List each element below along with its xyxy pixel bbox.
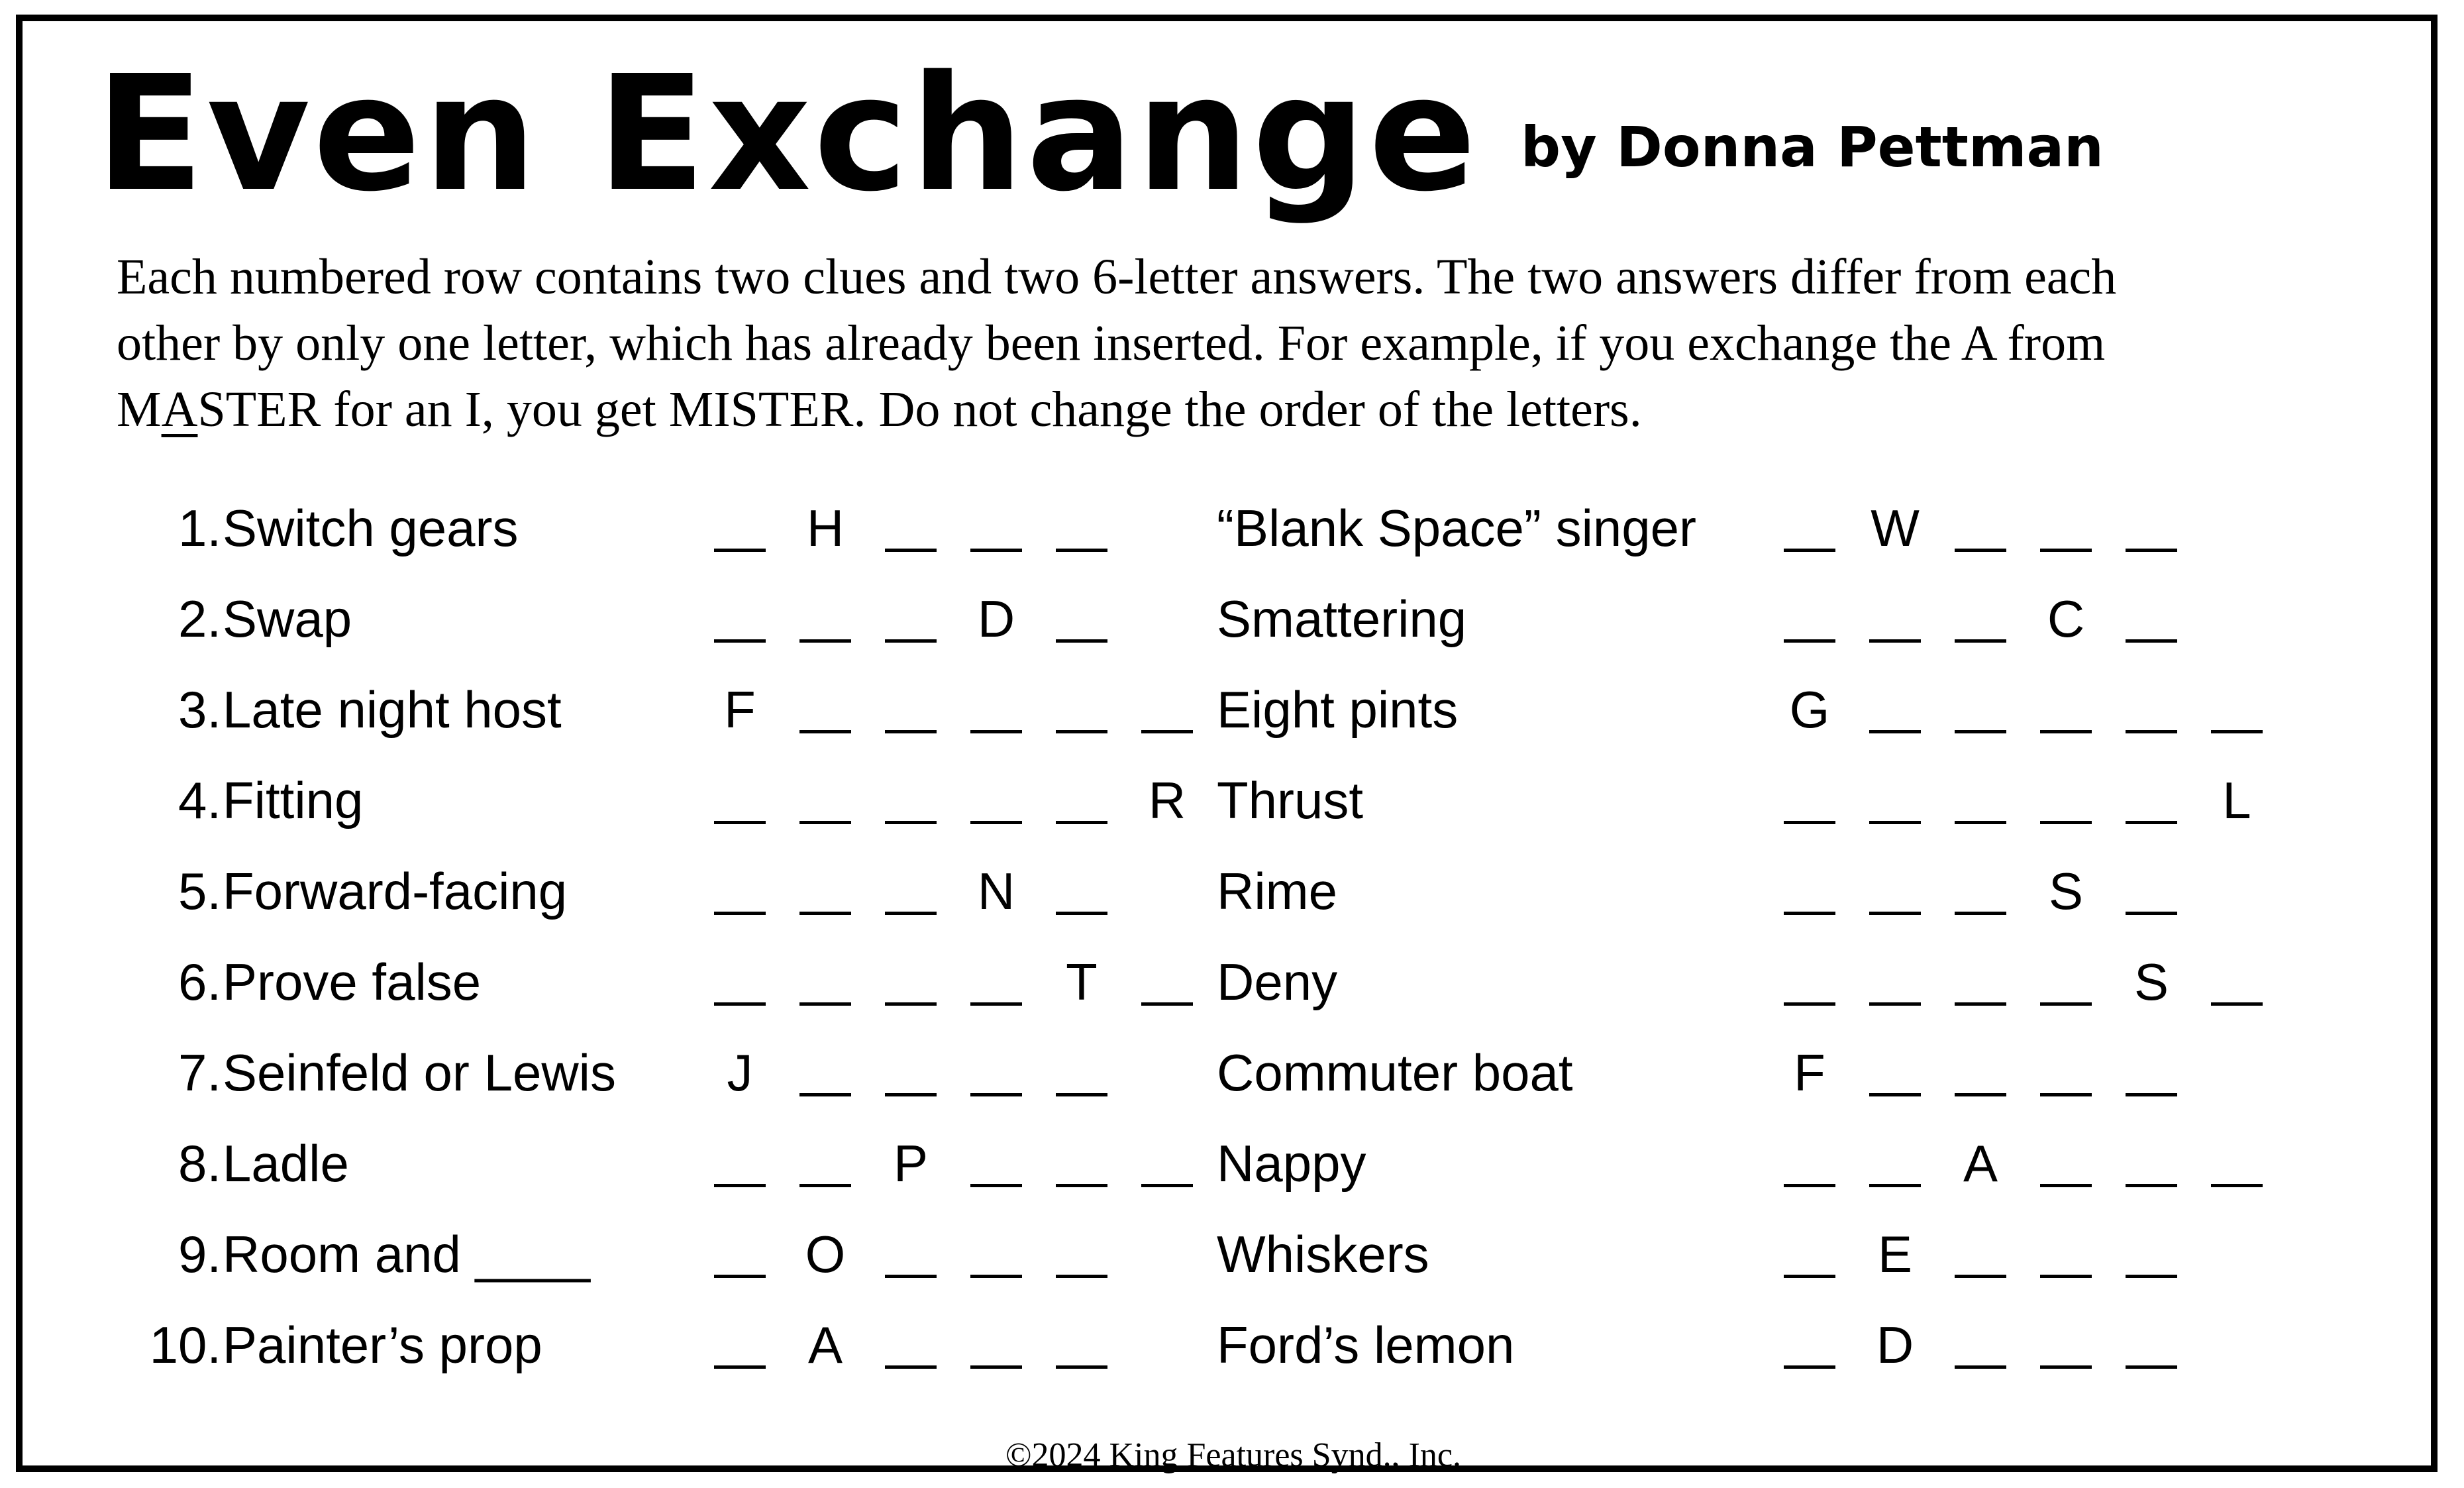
given-letter-right: W: [1871, 499, 1920, 557]
answer-blank-left[interactable]: [711, 1221, 768, 1287]
given-letter-right: D: [1876, 1316, 1914, 1374]
copyright-notice: ©2024 King Features Synd., Inc.: [1005, 1436, 1461, 1474]
answer-blank-right[interactable]: [2123, 1039, 2180, 1106]
author-byline: by Donna Pettman: [1521, 115, 2104, 180]
clue-left: Ladle: [223, 1134, 349, 1193]
clue-right: Nappy: [1217, 1134, 1366, 1193]
clue-left: Room and ____: [223, 1225, 591, 1283]
row-number: 1.: [178, 499, 221, 557]
answer-blank-right[interactable]: [1781, 767, 1838, 833]
clue-right: Rime: [1217, 862, 1338, 920]
given-letter-left: F: [724, 680, 756, 739]
clue-right: Smattering: [1217, 590, 1467, 648]
row-number: 4.: [178, 771, 221, 829]
answer-blank-left[interactable]: [1053, 1130, 1110, 1196]
answer-blank-left[interactable]: [968, 1130, 1025, 1196]
answer-blank-left[interactable]: [968, 1221, 1025, 1287]
answer-blank-left[interactable]: [1053, 1312, 1110, 1378]
instructions-line-3-start: M: [117, 382, 162, 437]
answer-blank-left[interactable]: [711, 1130, 768, 1196]
answer-blank-right[interactable]: [1867, 767, 1924, 833]
answer-blank-left[interactable]: [882, 949, 939, 1015]
answer-blank-right[interactable]: [2123, 767, 2180, 833]
clue-left: Painter’s prop: [223, 1316, 542, 1374]
given-letter-left: R: [1148, 771, 1186, 829]
answer-blank-right[interactable]: [2123, 1130, 2180, 1196]
answer-blank-right[interactable]: [1952, 676, 2009, 743]
clue-left: Late night host: [223, 680, 562, 739]
row-number: 6.: [178, 953, 221, 1011]
answer-blank-left[interactable]: [797, 858, 854, 924]
answer-blank-right[interactable]: [1781, 1221, 1838, 1287]
answer-blank-right[interactable]: [1781, 1130, 1838, 1196]
answer-blank-left[interactable]: [1053, 586, 1110, 652]
answer-blank-right[interactable]: [2037, 1312, 2094, 1378]
answer-blank-right[interactable]: [2123, 495, 2180, 561]
clue-right: Ford’s lemon: [1217, 1316, 1515, 1374]
row-number: 10.: [149, 1316, 221, 1374]
answer-blank-right[interactable]: [1867, 949, 1924, 1015]
answer-blank-left[interactable]: [882, 858, 939, 924]
answer-blank-right[interactable]: [1952, 767, 2009, 833]
answer-blank-left[interactable]: [797, 1130, 854, 1196]
answer-blank-left[interactable]: [711, 586, 768, 652]
answer-blank-left[interactable]: [968, 949, 1025, 1015]
answer-blank-right[interactable]: [2208, 676, 2265, 743]
clue-right: “Blank Space” singer: [1217, 499, 1697, 557]
answer-blank-right[interactable]: [1952, 1039, 2009, 1106]
answer-blank-right[interactable]: [1867, 1039, 1924, 1106]
row-number: 2.: [178, 590, 221, 648]
answer-blank-right[interactable]: [2037, 1039, 2094, 1106]
answer-blank-left[interactable]: [711, 858, 768, 924]
row-number: 9.: [178, 1225, 221, 1283]
answer-blank-left[interactable]: [1053, 858, 1110, 924]
answer-blank-left[interactable]: [1139, 1130, 1196, 1196]
given-letter-left: A: [807, 1316, 843, 1374]
answer-blank-right[interactable]: [1781, 949, 1838, 1015]
given-letter-right: F: [1794, 1043, 1825, 1102]
answer-blank-right[interactable]: [1867, 586, 1924, 652]
answer-blank-left[interactable]: [882, 676, 939, 743]
answer-blank-right[interactable]: [1952, 495, 2009, 561]
answer-blank-left[interactable]: [797, 586, 854, 652]
puzzle-title: Even Exchange: [95, 41, 1479, 227]
given-letter-right: A: [1963, 1134, 1998, 1193]
answer-blank-left[interactable]: [968, 676, 1025, 743]
instructions-line-1: Each numbered row contains two clues and two 6-letter answers. The two answers differ from each: [117, 249, 2117, 305]
answer-blank-right[interactable]: [1781, 858, 1838, 924]
answer-blank-left[interactable]: [882, 1039, 939, 1106]
answer-blank-right[interactable]: [1867, 858, 1924, 924]
given-letter-right: S: [2133, 953, 2169, 1011]
answer-blank-left[interactable]: [1139, 676, 1196, 743]
instructions-line-3-end: STER for an I, you get MISTER. Do not change the order of the letters.: [197, 382, 1642, 437]
instructions-line-2: other by only one letter, which has already been inserted. For example, if you exchange the A from: [117, 315, 2106, 371]
clue-left: Prove false: [223, 953, 482, 1011]
clue-left: Fitting: [223, 771, 364, 829]
answer-blank-left[interactable]: [882, 586, 939, 652]
clue-right: Deny: [1217, 953, 1338, 1011]
clue-right: Whiskers: [1217, 1225, 1429, 1283]
answer-blank-left[interactable]: [968, 1312, 1025, 1378]
answer-blank-left[interactable]: [968, 495, 1025, 561]
clue-left: Seinfeld or Lewis: [223, 1043, 616, 1102]
answer-blank-right[interactable]: [2037, 676, 2094, 743]
answer-blank-left[interactable]: [797, 676, 854, 743]
given-letter-left: J: [727, 1043, 753, 1102]
given-letter-left: H: [806, 499, 845, 557]
answer-blank-left[interactable]: [711, 949, 768, 1015]
clue-right: Thrust: [1217, 771, 1364, 829]
given-letter-right: S: [2048, 862, 2084, 920]
clue-right: Commuter boat: [1217, 1043, 1573, 1102]
answer-blank-left[interactable]: [968, 767, 1025, 833]
given-letter-left: O: [805, 1225, 846, 1283]
answer-blank-left[interactable]: [1053, 767, 1110, 833]
answer-blank-right[interactable]: [2208, 949, 2265, 1015]
answer-blank-left[interactable]: [1053, 495, 1110, 561]
puzzle-frame: [16, 15, 2438, 1472]
clue-left: Switch gears: [223, 499, 519, 557]
given-letter-left: N: [977, 862, 1015, 920]
answer-blank-right[interactable]: [1952, 1312, 2009, 1378]
answer-blank-left[interactable]: [882, 1221, 939, 1287]
answer-blank-left[interactable]: [1139, 949, 1196, 1015]
answer-blank-left[interactable]: [882, 1312, 939, 1378]
answer-blank-right[interactable]: [1952, 1221, 2009, 1287]
answer-blank-left[interactable]: [797, 949, 854, 1015]
answer-blank-right[interactable]: [2037, 949, 2094, 1015]
given-letter-right: G: [1789, 680, 1830, 739]
answer-blank-right[interactable]: [1952, 586, 2009, 652]
answer-blank-right[interactable]: [1952, 858, 2009, 924]
answer-blank-right[interactable]: [2123, 586, 2180, 652]
answer-blank-right[interactable]: [1867, 1130, 1924, 1196]
answer-blank-left[interactable]: [882, 495, 939, 561]
given-letter-right: E: [1877, 1225, 1913, 1283]
row-number: 8.: [178, 1134, 221, 1193]
answer-blank-left[interactable]: [797, 767, 854, 833]
answer-blank-left[interactable]: [1053, 1039, 1110, 1106]
answer-blank-left[interactable]: [1053, 676, 1110, 743]
answer-blank-right[interactable]: [2208, 1130, 2265, 1196]
answer-blank-right[interactable]: [2123, 1312, 2180, 1378]
answer-blank-left[interactable]: [797, 1039, 854, 1106]
answer-blank-right[interactable]: [2123, 858, 2180, 924]
answer-blank-right[interactable]: [2123, 676, 2180, 743]
answer-blank-right[interactable]: [1781, 586, 1838, 652]
answer-blank-left[interactable]: [711, 495, 768, 561]
given-letter-right: C: [2047, 590, 2085, 648]
instructions-line-3: [117, 376, 1642, 443]
row-number: 7.: [178, 1043, 221, 1102]
given-letter-right: L: [2222, 771, 2251, 829]
answer-blank-right[interactable]: [1781, 1312, 1838, 1378]
answer-blank-right[interactable]: [2037, 1130, 2094, 1196]
given-letter-left: D: [977, 590, 1015, 648]
answer-blank-right[interactable]: [2037, 495, 2094, 561]
answer-blank-left[interactable]: [711, 767, 768, 833]
answer-blank-right[interactable]: [2037, 767, 2094, 833]
given-letter-left: P: [893, 1134, 929, 1193]
answer-blank-right[interactable]: [1781, 495, 1838, 561]
answer-blank-right[interactable]: [1952, 949, 2009, 1015]
answer-blank-right[interactable]: [2123, 1221, 2180, 1287]
row-number: 5.: [178, 862, 221, 920]
row-number: 3.: [178, 680, 221, 739]
clue-left: Swap: [223, 590, 352, 648]
answer-blank-left[interactable]: [1053, 1221, 1110, 1287]
clue-left: Forward-facing: [223, 862, 568, 920]
instructions-underlined-letter: A: [161, 382, 198, 437]
given-letter-left: T: [1066, 953, 1098, 1011]
answer-blank-left[interactable]: [711, 1312, 768, 1378]
answer-blank-left[interactable]: [882, 767, 939, 833]
clue-right: Eight pints: [1217, 680, 1459, 739]
answer-blank-right[interactable]: [1867, 676, 1924, 743]
answer-blank-left[interactable]: [968, 1039, 1025, 1106]
answer-blank-right[interactable]: [2037, 1221, 2094, 1287]
